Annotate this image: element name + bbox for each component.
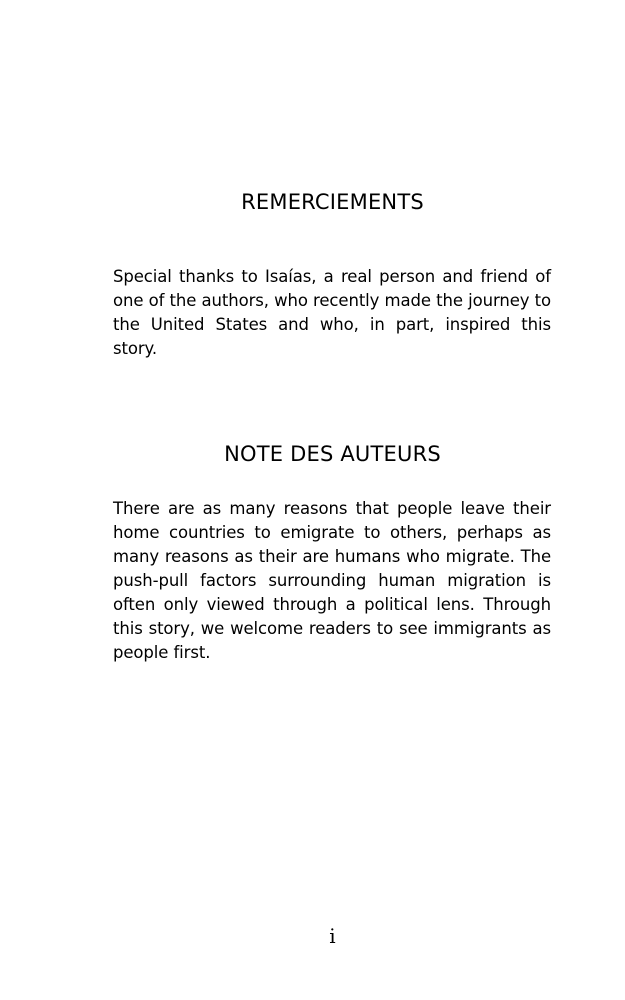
authors-note-text: There are as many reasons that people leave their home countries to emigrate to others, perhaps as many reasons as their are humans who migrate. The push-pull factors surrounding human migration is often only viewed through a political lens. Through this story, we welcome readers to see immigrants as people first. [113, 499, 551, 662]
acknowledgements-text: Special thanks to Isaías, a real person and friend of one of the authors, who recently made the journey to the United States and who, in part, inspired this story. [113, 267, 551, 358]
page-number: i [329, 924, 336, 948]
authors-note-heading: NOTE DES AUTEURS [224, 442, 441, 466]
acknowledgements-heading: REMERCIEMENTS [241, 190, 424, 214]
